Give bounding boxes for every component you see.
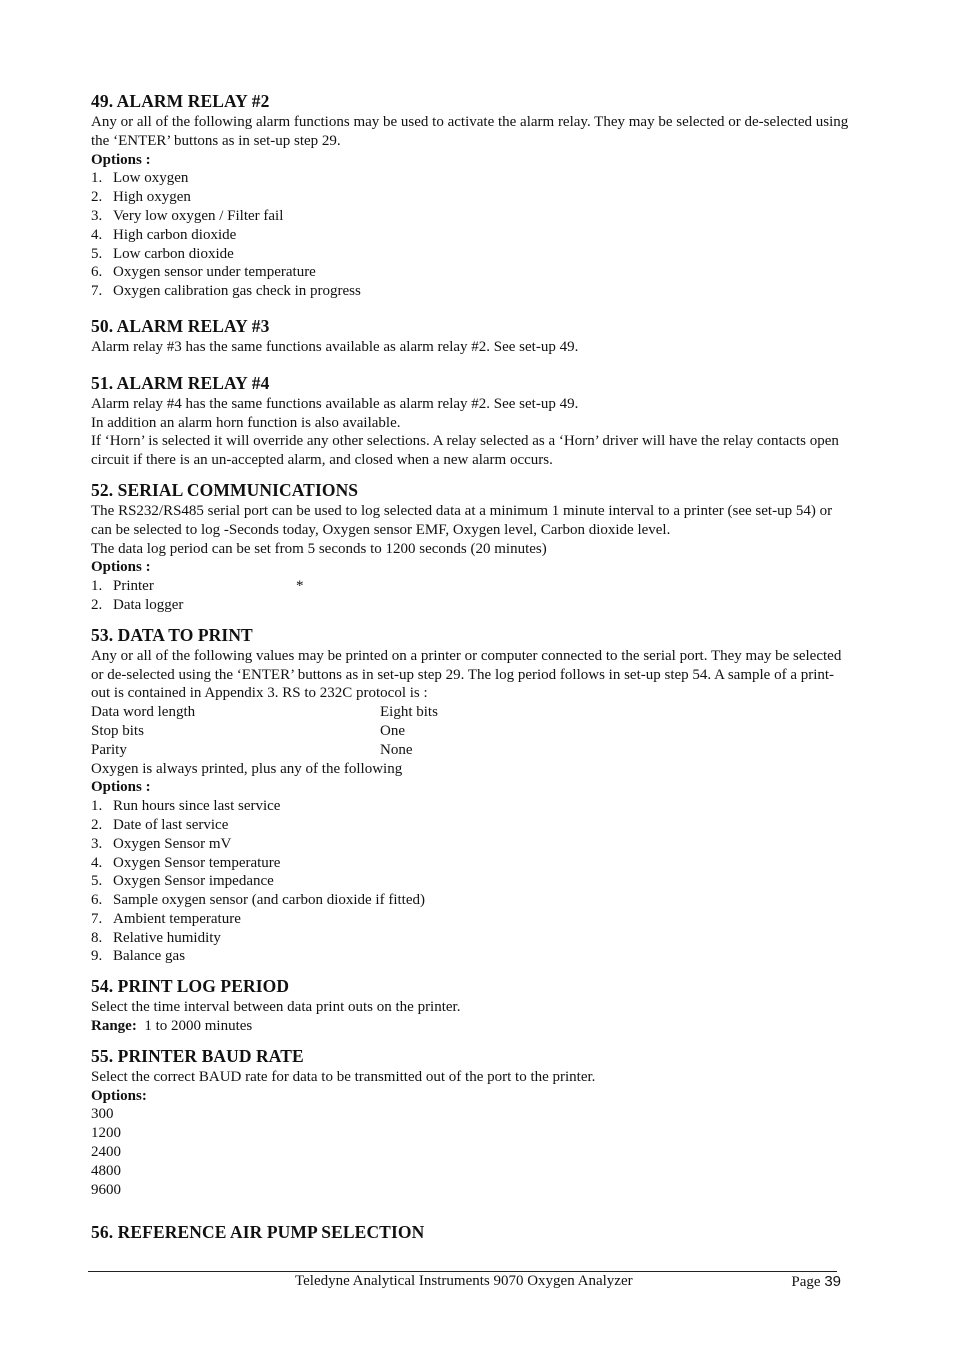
range-label: Range: (91, 1018, 137, 1035)
section-56 (91, 1221, 851, 1243)
list-item: 1. Low oxygen (91, 170, 189, 187)
protocol-table (91, 703, 851, 759)
document-page (91, 90, 851, 1244)
options-label: Options : (91, 151, 151, 168)
paragraph: If ‘Horn’ is selected it will override any other selections. A relay selected as a ‘Horn’ driver will have the relay contacts open circuit if there is an un-accepted alarm, and closed when a new alarm occurs. (91, 433, 839, 469)
paragraph: Select the correct BAUD rate for data to be transmitted out of the port to the printer. (91, 1068, 596, 1085)
list-item: 2. Data logger (91, 596, 184, 613)
paragraph: Alarm relay #3 has the same functions available as alarm relay #2. See set-up 49. (91, 338, 579, 355)
list-item: 1200 (91, 1125, 121, 1142)
section-heading: 56. REFERENCE AIR PUMP SELECTION (91, 1222, 425, 1243)
section-52 (91, 479, 851, 615)
list-item: 4800 (91, 1162, 121, 1179)
default-marker: * (296, 578, 304, 595)
section-heading: 51. ALARM RELAY #4 (91, 372, 270, 393)
list-item: 6. Sample oxygen sensor (and carbon dioxide if fitted) (91, 892, 425, 909)
list-item: 2400 (91, 1144, 121, 1161)
options-label: Options: (91, 1087, 147, 1104)
section-51 (91, 372, 851, 470)
protocol-row: Parity None (91, 741, 413, 758)
list-item: 9600 (91, 1181, 121, 1198)
section-heading: 49. ALARM RELAY #2 (91, 91, 270, 111)
section-54 (91, 975, 851, 1036)
section-55 (91, 1045, 851, 1200)
list-item: 7. Oxygen calibration gas check in progress (91, 283, 361, 300)
list-item: 5. Low carbon dioxide (91, 245, 234, 262)
list-item: 300 (91, 1106, 114, 1123)
list-item: 1. Printer * (91, 578, 304, 595)
section-heading: 52. SERIAL COMMUNICATIONS (91, 479, 359, 500)
list-item: 9. Balance gas (91, 948, 186, 965)
list-item: 2. High oxygen (91, 189, 191, 206)
page-number: Page 39 (791, 1273, 841, 1290)
baud-rate-list (91, 1105, 851, 1199)
footer-title: Teledyne Analytical Instruments 9070 Oxygen Analyzer (295, 1273, 633, 1289)
options-label: Options : (91, 559, 151, 576)
section-heading: 50. ALARM RELAY #3 (91, 315, 270, 336)
section-49 (91, 90, 851, 301)
section-heading: 53. DATA TO PRINT (91, 624, 253, 645)
section-heading: 54. PRINT LOG PERIOD (91, 976, 290, 997)
protocol-row: Stop bits One (91, 722, 405, 739)
list-item: 4. Oxygen Sensor temperature (91, 854, 281, 871)
list-item: 3. Very low oxygen / Filter fail (91, 207, 284, 224)
paragraph: Any or all of the following alarm functions may be used to activate the alarm relay. They may be selected or de-selected using the ‘ENTER’ buttons as in set-up step 29. (91, 114, 849, 149)
paragraph: The RS232/RS485 serial port can be used to log selected data at a minimum 1 minute interval to a printer (see set-up 54) or can be selected to log -Seconds today, Oxygen sensor EMF, Oxygen level, Carbon dioxide level. (91, 502, 833, 538)
list-item: 6. Oxygen sensor under temperature (91, 264, 316, 281)
list-item: 3. Oxygen Sensor mV (91, 835, 232, 852)
paragraph: Oxygen is always printed, plus any of the following (91, 760, 403, 777)
list-item: 8. Relative humidity (91, 929, 221, 946)
options-list (91, 797, 851, 966)
paragraph: The data log period can be set from 5 seconds to 1200 seconds (20 minutes) (91, 540, 547, 557)
paragraph: In addition an alarm horn function is also available. (91, 414, 401, 431)
list-item: 4. High carbon dioxide (91, 226, 237, 243)
paragraph: Any or all of the following values may be printed on a printer or computer connected to the serial port. They may be selected or de-selected using the ‘ENTER’ buttons as in set-up step 29. The log period follows in set-up step 54. A sample of a print-out is contained in Appendix 3. RS to 232C protocol is : (91, 647, 842, 702)
list-item: 1. Run hours since last service (91, 798, 281, 815)
list-item: 7. Ambient temperature (91, 910, 241, 927)
section-53 (91, 624, 851, 967)
list-item: 5. Oxygen Sensor impedance (91, 873, 274, 890)
options-list (91, 169, 851, 301)
protocol-row: Data word length Eight bits (91, 704, 438, 721)
options-list (91, 577, 851, 615)
options-label: Options : (91, 779, 151, 796)
range-line (91, 1017, 851, 1036)
section-heading: 55. PRINTER BAUD RATE (91, 1045, 304, 1066)
list-item: 2. Date of last service (91, 816, 229, 833)
range-value: 1 to 2000 minutes (144, 1018, 253, 1035)
footer-divider (88, 1271, 837, 1272)
section-50 (91, 315, 851, 357)
paragraph: Alarm relay #4 has the same functions available as alarm relay #2. See set-up 49. (91, 395, 579, 412)
paragraph: Select the time interval between data print outs on the printer. (91, 999, 461, 1016)
